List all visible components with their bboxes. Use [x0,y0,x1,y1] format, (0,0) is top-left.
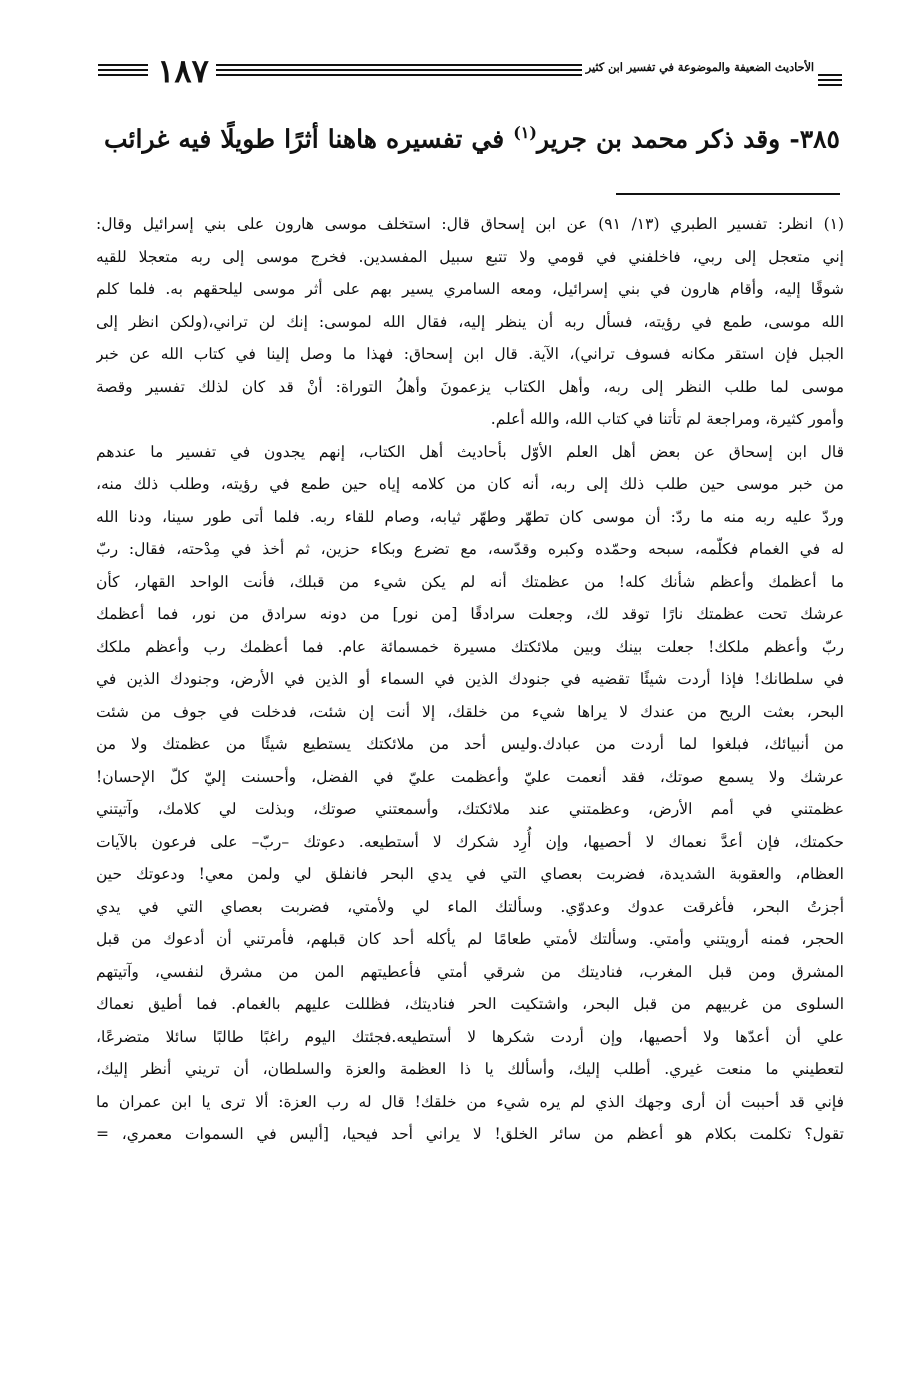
footnote-line: البحر، بعثت الريح من عندك لا يراها شيء من خلقك، إلا أنت إن شئت، فدخلت في جوف من شئت [96,702,844,721]
footnote-line: ربّ وأعظم ملكك! جعلت بينك وبين ملائكتك مسيرة خمسمائة عام. فما أعظمك رب وأعظم ملكك [96,637,844,656]
main-text-before: ٣٨٥- وقد ذكر محمد بن جرير [536,124,840,154]
footnote-line: أجزتُ البحر، فأغرقت عدوك وعدوّي. وسألتك الماء لي ولأمتي، فضربت بعصاي التي في يدي [96,897,844,916]
running-title: الأحاديث الضعيفة والموضوعة في تفسير ابن كثير [585,60,814,74]
footnote-line: عظمتني في أمم الأرض، وعظمتني عند ملائكتك، وأسمعتني صوتك، وبذلت لي كلامك، وآتيتني [96,800,844,818]
page-number: ١٨٧ [157,52,209,90]
footnote-line: موسى لما طلب النظر إلى ربه، وأهل الكتاب يزعمونَ وأهلُ التوراة: أنْ قد كان لذلك تفسير وقصة [96,377,844,396]
footnote-line: له في الغمام فكلّمه، سبحه وحمّده وكبره وقدّسه، مع تضرع وبكاء حزين، ثم أخذ في مِدْحته، فقال: ربّ [96,540,844,558]
footnote-line: الله موسى، طمع في رؤيته، فسأل ربه أن ينظر إليه، فقال الله لموسى: إنك لن تراني،(ولكن انظر إلى [96,312,844,331]
footnote-line: وأمور كثيرة، ومراجعة لم تأتنا في كتاب الله، والله أعلم. [490,410,844,428]
footnote-line: شوقًا إليه، وأقام هارون في بني إسرائيل، ومعه السامري يسير بهم على أثر موسى ليلحقهم به. فلما كلم [96,280,844,298]
footnote-reference: (١) [513,123,537,142]
footnote-line: فإني قد أحببت أن أرى وجهك الذي لم يره شيء من خلقك! قال له رب العزة: ألا ترى يا ابن عمران ما [96,1092,844,1111]
footnote-line: حكمتك، فإن أعدَّ نعماك لا أحصيها، وإن أُرِد شكرك لا أستطيعه. دعوتك –ربّ– على فرعون بالآيات [96,832,844,851]
footnote-line: في سلطانك! فإذا أردت شيئًا تقضيه في جنودك الذين في السماء أو الذين في الأرض، وجنودك الذين في [96,670,844,688]
footnote-line: المشرق ومن قبل المغرب، فناديتك من شرقي أمتي فأعطيتهم المن من مشرق لنفسي، وآتيتهم [96,962,844,981]
footnote-line: تقول؟ تكلمت بكلام هو أعظم من سائر الخلق! لا يراني أحد فيحيا، [أليس في السموات معمري، = [96,1125,844,1143]
footnote-line: وردّ عليه ربه منه ما ردّ: أن موسى كان تطهّر وطهّر ثيابه، وصام للقاء ربه. فلما أتى طور سينا، ودنا الله [96,507,844,526]
footnote-line: عرشك ولا يسمع صوتك، فقد أنعمت عليّ وأعظمت عليّ في الفضل، وأحسنت إليّ كلّ الإحسان! [96,767,844,786]
header-rule-right [818,74,842,86]
footnote-line: العظام، والعقوبة الشديدة، فضربت بعصاي التي في يدي البحر فانفلق لي ولمن معي! ودعوتك حين [96,865,844,883]
header-rule-middle [216,64,582,76]
footnote-separator [616,193,840,195]
footnote-line: قال ابن إسحاق عن بعض أهل العلم الأوّل بأحاديث أهل الكتاب، إنهم يجدون في تفسير ما عندهم [96,442,844,461]
footnote-line: (١) انظر: تفسير الطبري (١٣/ ٩١) عن ابن إسحاق قال: استخلف موسى هارون على بني إسرائيل وقال: [96,215,844,233]
footnote-line: علي أن أعدّها ولا أحصيها، وإن أردت شكرها لا أستطيعه.فجئتك اليوم راغبًا طالبًا سائلا متضرعًا، [96,1027,844,1046]
footnote-line: لتعطيني ما منعت غيري. أطلب إليك، وأسألك يا ذا العظمة والعزة والسلطان، أن تريني أنظر إليك، [96,1060,844,1078]
footnotes [96,208,844,1151]
header-rule-left [98,64,148,76]
footnote-line: السلوى من غربيهم من قبل البحر، واشتكيت الحر فناديتك، فظللت عليهم بالغمام. فما أطيق نعماك [96,995,844,1013]
footnote-line: من أنبيائك، فبلغوا لما أردت من عبادك.وليس أحد من ملائكتك يستطيع شيئًا من عظمتك ولا من [96,735,844,753]
footnote-line: الحجر، فمنه أرويتني وأمتي. وسألتك لأمتي طعامًا لم يأكله أحد كان قبلهم، فأمرتني أن أدعوك من قبل [96,930,844,948]
footnote-line: إني متعجل إلى ربي، فاخلفني في قومي ولا تتبع سبيل المفسدين. فخرج موسى إلى ربه متعجلا للقيه [96,247,844,266]
footnote-line: الجبل فإن استقر مكانه فسوف تراني)، الآية. قال ابن إسحاق: فهذا ما وصل إلينا في كتاب الله عن خبر [96,345,844,363]
footnote-line: ما أعظمك وأعظم شأنك كله! من عظمتك أنه لم يكن شيء من قبلك، فأنت الواحد القهار، كأن [96,572,844,591]
footnote-line: عرشك تحت عظمتك نارًا توقد لك، وجعلت سرادقًا [من نور] من دونه سرادق من نور، فما أعظمك [96,605,844,623]
footnote-line: من خبر موسى حين طلب ذلك إلى ربه، أنه كان من كلامه إياه حين طمع في رؤيته، وطلب ذلك منه، [96,475,844,493]
main-text [104,123,840,153]
main-text-after: في تفسيره هاهنا أثرًا طويلًا فيه غرائب [104,124,514,154]
page-header [98,52,842,98]
